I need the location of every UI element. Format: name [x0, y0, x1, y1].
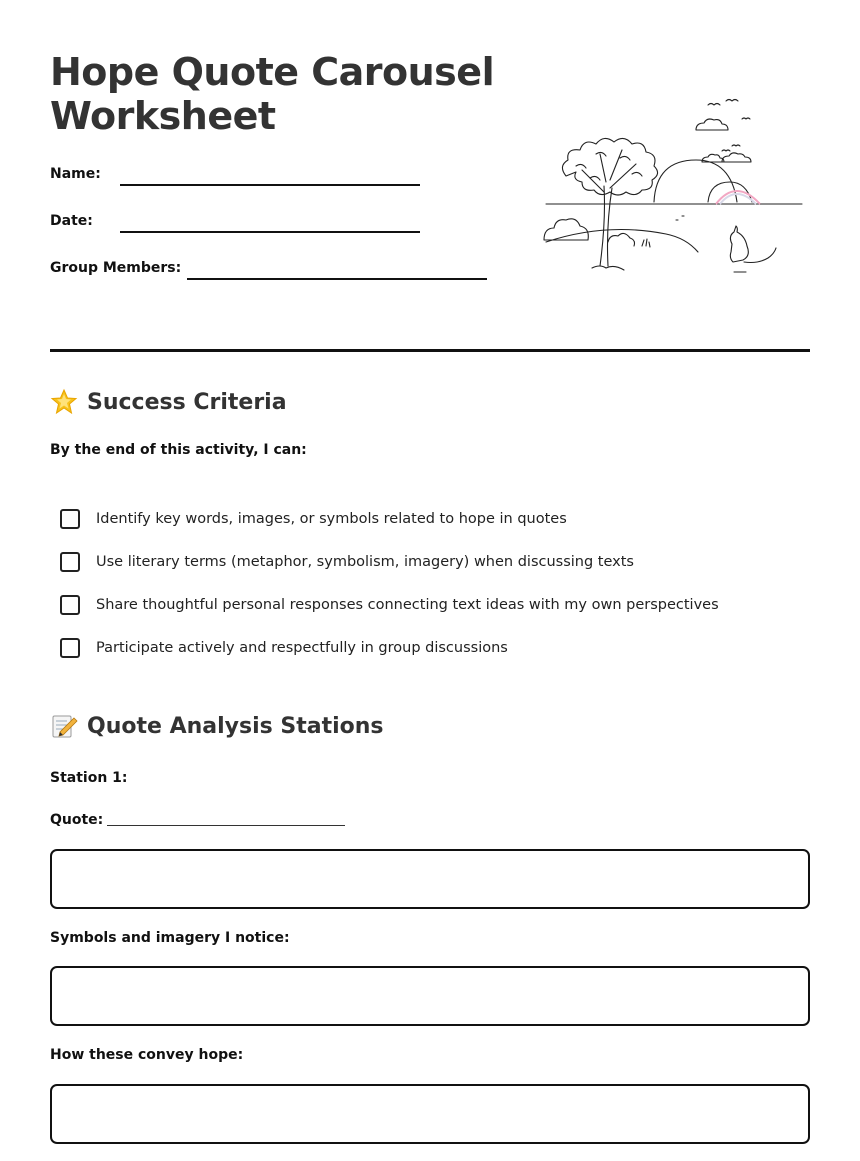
quote-field	[50, 812, 345, 828]
outback-landscape-icon	[536, 92, 812, 282]
criteria-text: Identify key words, images, or symbols related to hope in quotes	[96, 510, 567, 527]
criteria-checkbox[interactable]	[60, 638, 80, 658]
star-icon	[50, 388, 78, 416]
success-criteria-list	[60, 507, 719, 679]
station-label: Station 1:	[50, 770, 128, 786]
convey-hope-answer-box[interactable]	[50, 1084, 810, 1144]
page-title: Hope Quote Carousel Worksheet	[50, 50, 495, 138]
symbols-label: Symbols and imagery I notice:	[50, 930, 290, 946]
section-divider	[50, 349, 810, 352]
memo-pencil-icon	[50, 712, 78, 740]
criteria-text: Use literary terms (metaphor, symbolism, imagery) when discussing texts	[96, 553, 634, 570]
success-criteria-heading	[50, 388, 287, 416]
quote-label: Quote:	[50, 812, 104, 828]
date-label: Date:	[50, 213, 93, 229]
criteria-item[interactable]	[60, 636, 719, 679]
criteria-checkbox[interactable]	[60, 595, 80, 615]
symbols-answer-box[interactable]	[50, 966, 810, 1026]
criteria-item[interactable]	[60, 593, 719, 636]
criteria-text: Participate actively and respectfully in group discussions	[96, 639, 508, 656]
group-members-field	[50, 260, 490, 284]
criteria-item[interactable]	[60, 550, 719, 593]
group-members-input-line[interactable]	[187, 278, 487, 280]
criteria-item[interactable]	[60, 507, 719, 550]
quote-answer-box[interactable]	[50, 849, 810, 909]
quote-analysis-heading	[50, 712, 384, 740]
date-input-line[interactable]	[120, 231, 420, 233]
name-input-line[interactable]	[120, 184, 420, 186]
name-field	[50, 166, 430, 190]
quote-analysis-heading-text: Quote Analysis Stations	[87, 713, 384, 739]
date-field	[50, 213, 430, 237]
group-members-label: Group Members:	[50, 260, 182, 276]
convey-hope-label: How these convey hope:	[50, 1047, 244, 1063]
criteria-checkbox[interactable]	[60, 509, 80, 529]
criteria-checkbox[interactable]	[60, 552, 80, 572]
name-label: Name:	[50, 166, 101, 182]
quote-input-line[interactable]	[107, 825, 345, 826]
success-criteria-intro: By the end of this activity, I can:	[50, 442, 307, 458]
criteria-text: Share thoughtful personal responses connecting text ideas with my own perspectives	[96, 596, 719, 613]
success-criteria-heading-text: Success Criteria	[87, 389, 287, 415]
